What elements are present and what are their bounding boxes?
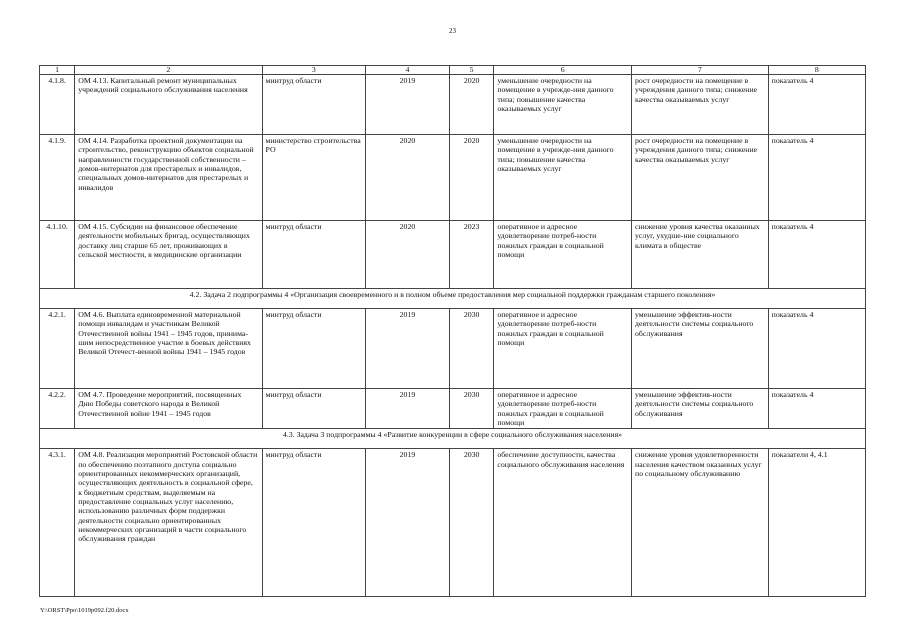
- end-year: 2020: [449, 135, 494, 221]
- measure-name: ОМ 4.7. Проведение мероприятий, посвященных Дню Победы советского народа в Великой Отечественной войне 1941 – 1945 годов: [75, 389, 262, 429]
- non-implementation-consequence: уменьшение эффектив-ности деятельности системы социального обслуживания: [632, 309, 769, 389]
- column-number: 3: [262, 66, 366, 75]
- measure-name: ОМ 4.14. Разработка проектной документации на строительство, реконструкцию объектов социальной направленности государственной собственности – домов-интернатов для престарелых и инвалидов, специальных домов-интернатов для престарелых и инвалидов: [75, 135, 262, 221]
- executor: минтруд области: [262, 221, 366, 289]
- table-row: [40, 135, 866, 221]
- non-implementation-consequence: снижение уровня качества оказанных услуг, ухудше-ние социального климата в обществе: [632, 221, 769, 289]
- expected-result: оперативное и адресное удовлетворение потреб-ности пожилых граждан в социальной помощи: [494, 309, 632, 389]
- page-number: 23: [449, 27, 456, 35]
- end-year: 2030: [449, 309, 494, 389]
- indicator-link: показатель 4: [768, 309, 865, 389]
- table-row: [40, 75, 866, 135]
- start-year: 2019: [366, 309, 450, 389]
- section-title: 4.2. Задача 2 подпрограммы 4 «Организация своевременного и в полном объеме предоставления мер социальной поддержки гражданам старшего поколения»: [40, 289, 866, 309]
- table-row: [40, 221, 866, 289]
- row-number: 4.2.2.: [40, 389, 75, 429]
- column-number: 5: [449, 66, 494, 75]
- measure-name: ОМ 4.6. Выплата единовременной материальной помощи инвалидам и участникам Великой Отечественной войны 1941 – 1945 годов, принима-шим непосредственное участие в боевых действиях Великой Отечест-венной войны 1941 – 1945 годов: [75, 309, 262, 389]
- indicator-link: показатель 4: [768, 389, 865, 429]
- executor: минтруд области: [262, 309, 366, 389]
- end-year: 2030: [449, 449, 494, 597]
- expected-result: оперативное и адресное удовлетворение потреб-ности пожилых граждан в социальной помощи: [494, 389, 632, 429]
- executor: минтруд области: [262, 75, 366, 135]
- column-number: 6: [494, 66, 632, 75]
- end-year: 2020: [449, 75, 494, 135]
- table-row: [40, 449, 866, 597]
- measure-name: ОМ 4.13. Капитальный ремонт муниципальных учреждений социального обслуживания населения: [75, 75, 262, 135]
- non-implementation-consequence: снижение уровня удовлетворенности населения качеством оказанных услуг по социальному обслуживанию: [632, 449, 769, 597]
- end-year: 2023: [449, 221, 494, 289]
- table-row: [40, 309, 866, 389]
- measure-name: ОМ 4.15. Субсидии на финансовое обеспечение деятельности мобильных бригад, осуществляющих доставку лиц старше 65 лет, проживающих в сельской местности, в медицинские организации: [75, 221, 262, 289]
- expected-result: уменьшение очередности на помещение в учрежде-ния данного типа; повышение качества оказываемых услуг: [494, 135, 632, 221]
- indicator-link: показатель 4: [768, 135, 865, 221]
- row-number: 4.2.1.: [40, 309, 75, 389]
- expected-result: уменьшение очередности на помещение в учрежде-ния данного типа; повышение качества оказываемых услуг: [494, 75, 632, 135]
- column-number-row: [40, 66, 866, 75]
- row-number: 4.1.9.: [40, 135, 75, 221]
- column-number: 1: [40, 66, 75, 75]
- non-implementation-consequence: рост очередности на помещение в учреждения данного типа; снижение качества оказываемых услуг: [632, 75, 769, 135]
- executor: минтруд области: [262, 389, 366, 429]
- expected-result: обеспечение доступности, качества социального обслуживания населения: [494, 449, 632, 597]
- section-title: 4.3. Задача 3 подпрограммы 4 «Развитие конкуренции в сфере социального обслуживания населения»: [40, 429, 866, 449]
- start-year: 2020: [366, 135, 450, 221]
- section-header-row: [40, 289, 866, 309]
- row-number: 4.3.1.: [40, 449, 75, 597]
- measures-table: [39, 65, 866, 597]
- start-year: 2019: [366, 389, 450, 429]
- end-year: 2030: [449, 389, 494, 429]
- indicator-link: показатели 4, 4.1: [768, 449, 865, 597]
- section-header-row: [40, 429, 866, 449]
- row-number: 4.1.10.: [40, 221, 75, 289]
- indicator-link: показатель 4: [768, 75, 865, 135]
- indicator-link: показатель 4: [768, 221, 865, 289]
- row-number: 4.1.8.: [40, 75, 75, 135]
- start-year: 2019: [366, 75, 450, 135]
- start-year: 2019: [366, 449, 450, 597]
- start-year: 2020: [366, 221, 450, 289]
- executor: министерство строительства РО: [262, 135, 366, 221]
- expected-result: оперативное и адресное удовлетворение потреб-ности пожилых граждан в социальной помощи: [494, 221, 632, 289]
- column-number: 4: [366, 66, 450, 75]
- column-number: 7: [632, 66, 769, 75]
- table-row: [40, 389, 866, 429]
- non-implementation-consequence: рост очередности на помещение в учреждения данного типа; снижение качества оказываемых услуг: [632, 135, 769, 221]
- executor: минтруд области: [262, 449, 366, 597]
- file-path-footer: Y:\ORST\Ppo\1019p092.f20.docx: [40, 607, 129, 614]
- column-number: 2: [75, 66, 262, 75]
- column-number: 8: [768, 66, 865, 75]
- non-implementation-consequence: уменьшение эффектив-ности деятельности системы социального обслуживания: [632, 389, 769, 429]
- measure-name: ОМ 4.8. Реализация мероприятий Ростовской области по обеспечению поэтапного доступа социально ориентированных некоммерческих организаций, осуществляющих деятельность в социальной сфере, к бюджетным средствам, выделяемым на предоставление социальных услуг населению, использованию различных форм поддержки деятельности социально ориентированных некоммерческих организаций в части социального обслуживания граждан: [75, 449, 262, 597]
